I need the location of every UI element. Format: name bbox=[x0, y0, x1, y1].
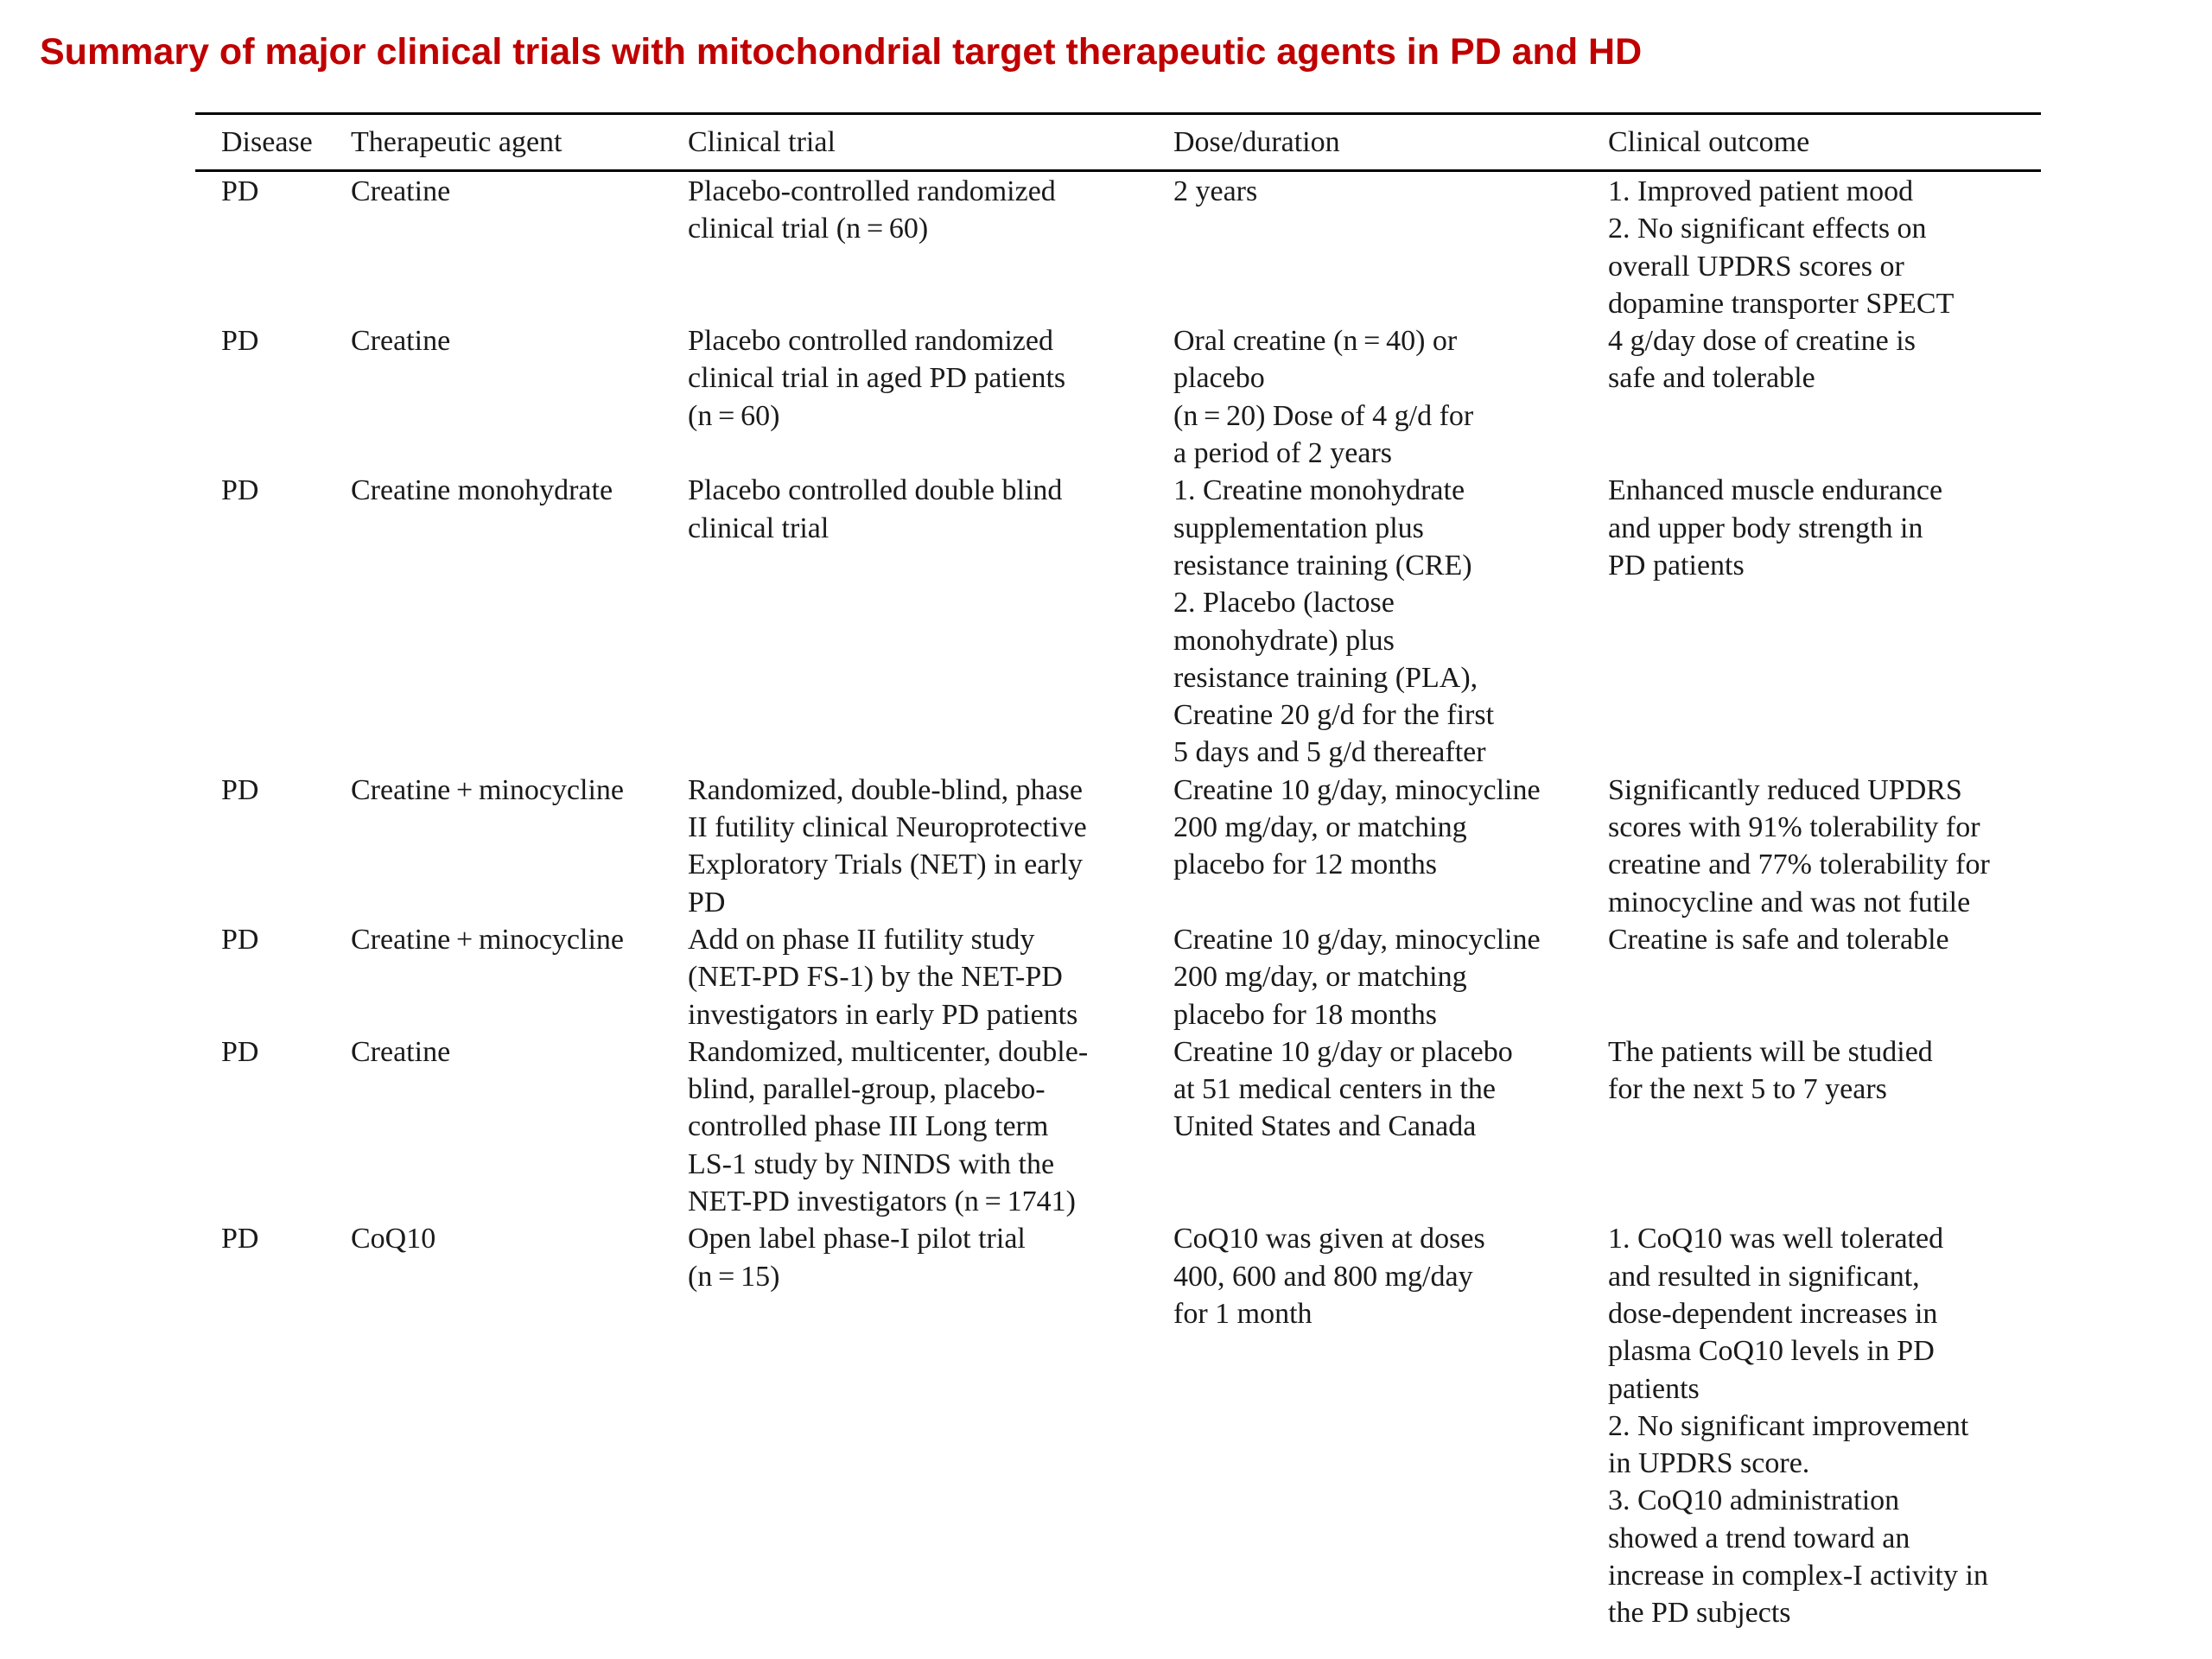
cell-line: Randomized, multicenter, double- bbox=[688, 1035, 1089, 1068]
cell-line: 2. No significant effects on bbox=[1608, 213, 1927, 245]
cell-line: 2. Placebo (lactose bbox=[1173, 587, 1395, 620]
cell-line: Placebo-controlled randomized bbox=[688, 175, 1056, 207]
page-title: Summary of major clinical trials with mitochondrial target therapeutic agents in PD and HD bbox=[40, 31, 1643, 73]
cell-line: monohydrate) plus bbox=[1173, 624, 1395, 657]
cell-line: resistance training (CRE) bbox=[1173, 549, 1472, 582]
cell-line: Enhanced muscle endurance bbox=[1608, 474, 1943, 507]
table-row bbox=[195, 322, 2041, 472]
cell-disease: PD bbox=[221, 773, 259, 806]
cell-disease: PD bbox=[221, 175, 259, 207]
cell-line: in UPDRS score. bbox=[1608, 1447, 1810, 1480]
cell-line: 4 g/day dose of creatine is bbox=[1608, 325, 1916, 358]
header-disease: Disease bbox=[221, 125, 313, 158]
cell-line: plasma CoQ10 levels in PD bbox=[1608, 1335, 1935, 1368]
cell-clinical-trial bbox=[688, 173, 1173, 322]
cell-line: Placebo controlled randomized bbox=[688, 325, 1053, 358]
cell-line: Creatine 10 g/day, minocycline bbox=[1173, 923, 1541, 956]
cell-line: placebo for 12 months bbox=[1173, 849, 1437, 881]
cell-clinical-outcome bbox=[1608, 921, 2041, 1033]
cell-line: 1. Creatine monohydrate bbox=[1173, 474, 1465, 507]
cell-clinical-outcome bbox=[1608, 472, 2041, 771]
cell-line: for 1 month bbox=[1173, 1297, 1313, 1330]
cell-therapeutic-agent: Creatine bbox=[351, 175, 451, 207]
cell-therapeutic-agent: Creatine monohydrate bbox=[351, 474, 613, 507]
cell-dose-duration bbox=[1173, 472, 1608, 771]
cell-line: (n = 60) bbox=[688, 399, 780, 432]
table-header-row bbox=[195, 115, 2041, 169]
cell-line: 1. CoQ10 was well tolerated bbox=[1608, 1223, 1944, 1255]
cell-line: II futility clinical Neuroprotective bbox=[688, 811, 1087, 844]
cell-clinical-outcome bbox=[1608, 1033, 2041, 1220]
cell-line: creatine and 77% tolerability for bbox=[1608, 849, 1990, 881]
cell-line: clinical trial bbox=[688, 512, 830, 544]
cell-clinical-outcome bbox=[1608, 1220, 2041, 1631]
cell-line: resistance training (PLA), bbox=[1173, 661, 1478, 694]
table-body bbox=[195, 172, 2041, 1632]
cell-line: placebo bbox=[1173, 362, 1265, 395]
cell-line: scores with 91% tolerability for bbox=[1608, 811, 1980, 844]
cell-line: Add on phase II futility study bbox=[688, 923, 1035, 956]
cell-line: 5 days and 5 g/d thereafter bbox=[1173, 736, 1486, 769]
cell-line: Exploratory Trials (NET) in early bbox=[688, 849, 1084, 881]
cell-therapeutic-agent: Creatine + minocycline bbox=[351, 773, 625, 806]
cell-line: for the next 5 to 7 years bbox=[1608, 1073, 1887, 1106]
cell-disease: PD bbox=[221, 1223, 259, 1255]
table-row bbox=[195, 921, 2041, 1033]
table-row bbox=[195, 1033, 2041, 1220]
cell-line: Creatine 20 g/d for the first bbox=[1173, 699, 1495, 732]
cell-dose-duration bbox=[1173, 1220, 1608, 1631]
cell-clinical-trial bbox=[688, 1033, 1173, 1220]
cell-line: 2 years bbox=[1173, 175, 1258, 207]
cell-line: 200 mg/day, or matching bbox=[1173, 811, 1467, 844]
cell-line: Randomized, double-blind, phase bbox=[688, 773, 1084, 806]
table-row bbox=[195, 173, 2041, 322]
cell-clinical-outcome bbox=[1608, 173, 2041, 322]
cell-line: showed a trend toward an bbox=[1608, 1522, 1910, 1554]
cell-line: PD patients bbox=[1608, 549, 1745, 582]
header-clinical-trial: Clinical trial bbox=[688, 125, 836, 158]
cell-line: Oral creatine (n = 40) or bbox=[1173, 325, 1458, 358]
cell-line: blind, parallel-group, placebo- bbox=[688, 1073, 1046, 1106]
cell-disease: PD bbox=[221, 325, 259, 358]
cell-therapeutic-agent: Creatine bbox=[351, 1035, 451, 1068]
cell-line: Creatine is safe and tolerable bbox=[1608, 923, 1949, 956]
cell-line: 400, 600 and 800 mg/day bbox=[1173, 1260, 1473, 1293]
cell-line: (n = 20) Dose of 4 g/d for bbox=[1173, 399, 1474, 432]
cell-therapeutic-agent: Creatine bbox=[351, 325, 451, 358]
cell-dose-duration bbox=[1173, 173, 1608, 322]
cell-clinical-trial bbox=[688, 472, 1173, 771]
cell-line: NET-PD investigators (n = 1741) bbox=[688, 1185, 1076, 1218]
cell-line: 2. No significant improvement bbox=[1608, 1409, 1969, 1442]
cell-clinical-outcome bbox=[1608, 322, 2041, 472]
cell-therapeutic-agent: CoQ10 bbox=[351, 1223, 436, 1255]
cell-line: 1. Improved patient mood bbox=[1608, 175, 1914, 207]
cell-line: 3. CoQ10 administration bbox=[1608, 1484, 1900, 1517]
cell-line: a period of 2 years bbox=[1173, 437, 1393, 470]
cell-line: controlled phase III Long term bbox=[688, 1110, 1049, 1143]
cell-line: Creatine 10 g/day, minocycline bbox=[1173, 773, 1541, 806]
cell-line: Significantly reduced UPDRS bbox=[1608, 773, 1962, 806]
cell-line: investigators in early PD patients bbox=[688, 998, 1078, 1031]
cell-line: placebo for 18 months bbox=[1173, 998, 1437, 1031]
cell-clinical-trial bbox=[688, 772, 1173, 921]
cell-line: Open label phase-I pilot trial bbox=[688, 1223, 1026, 1255]
cell-line: minocycline and was not futile bbox=[1608, 886, 1971, 918]
cell-line: at 51 medical centers in the bbox=[1173, 1073, 1496, 1106]
cell-line: (NET-PD FS-1) by the NET-PD bbox=[688, 961, 1063, 994]
cell-dose-duration bbox=[1173, 1033, 1608, 1220]
cell-disease: PD bbox=[221, 1035, 259, 1068]
cell-line: dopamine transporter SPECT bbox=[1608, 287, 1955, 320]
cell-dose-duration bbox=[1173, 772, 1608, 921]
cell-dose-duration bbox=[1173, 921, 1608, 1033]
cell-line: clinical trial (n = 60) bbox=[688, 213, 929, 245]
cell-line: dose-dependent increases in bbox=[1608, 1297, 1938, 1330]
cell-line: and resulted in significant, bbox=[1608, 1260, 1920, 1293]
cell-line: supplementation plus bbox=[1173, 512, 1424, 544]
cell-line: safe and tolerable bbox=[1608, 362, 1815, 395]
header-dose-duration: Dose/duration bbox=[1173, 125, 1340, 158]
header-therapeutic-agent: Therapeutic agent bbox=[351, 125, 563, 158]
cell-line: CoQ10 was given at doses bbox=[1173, 1223, 1485, 1255]
cell-therapeutic-agent: Creatine + minocycline bbox=[351, 923, 625, 956]
cell-clinical-trial bbox=[688, 921, 1173, 1033]
table-row bbox=[195, 1220, 2041, 1631]
cell-disease: PD bbox=[221, 923, 259, 956]
cell-line: clinical trial in aged PD patients bbox=[688, 362, 1066, 395]
cell-line: United States and Canada bbox=[1173, 1110, 1477, 1143]
cell-line: (n = 15) bbox=[688, 1260, 780, 1293]
cell-line: Creatine 10 g/day or placebo bbox=[1173, 1035, 1513, 1068]
cell-line: The patients will be studied bbox=[1608, 1035, 1933, 1068]
cell-clinical-outcome bbox=[1608, 772, 2041, 921]
cell-line: patients bbox=[1608, 1372, 1700, 1405]
cell-line: the PD subjects bbox=[1608, 1597, 1791, 1630]
cell-dose-duration bbox=[1173, 322, 1608, 472]
cell-line: 200 mg/day, or matching bbox=[1173, 961, 1467, 994]
clinical-trials-table bbox=[195, 112, 2041, 1632]
cell-clinical-trial bbox=[688, 322, 1173, 472]
table-row bbox=[195, 472, 2041, 771]
cell-line: Placebo controlled double blind bbox=[688, 474, 1063, 507]
header-clinical-outcome: Clinical outcome bbox=[1608, 125, 1810, 158]
cell-clinical-trial bbox=[688, 1220, 1173, 1631]
cell-line: increase in complex-I activity in bbox=[1608, 1559, 1988, 1592]
cell-line: and upper body strength in bbox=[1608, 512, 1923, 544]
cell-disease: PD bbox=[221, 474, 259, 507]
cell-line: LS-1 study by NINDS with the bbox=[688, 1147, 1055, 1180]
table-row bbox=[195, 772, 2041, 921]
cell-line: overall UPDRS scores or bbox=[1608, 250, 1904, 283]
cell-line: PD bbox=[688, 886, 726, 918]
